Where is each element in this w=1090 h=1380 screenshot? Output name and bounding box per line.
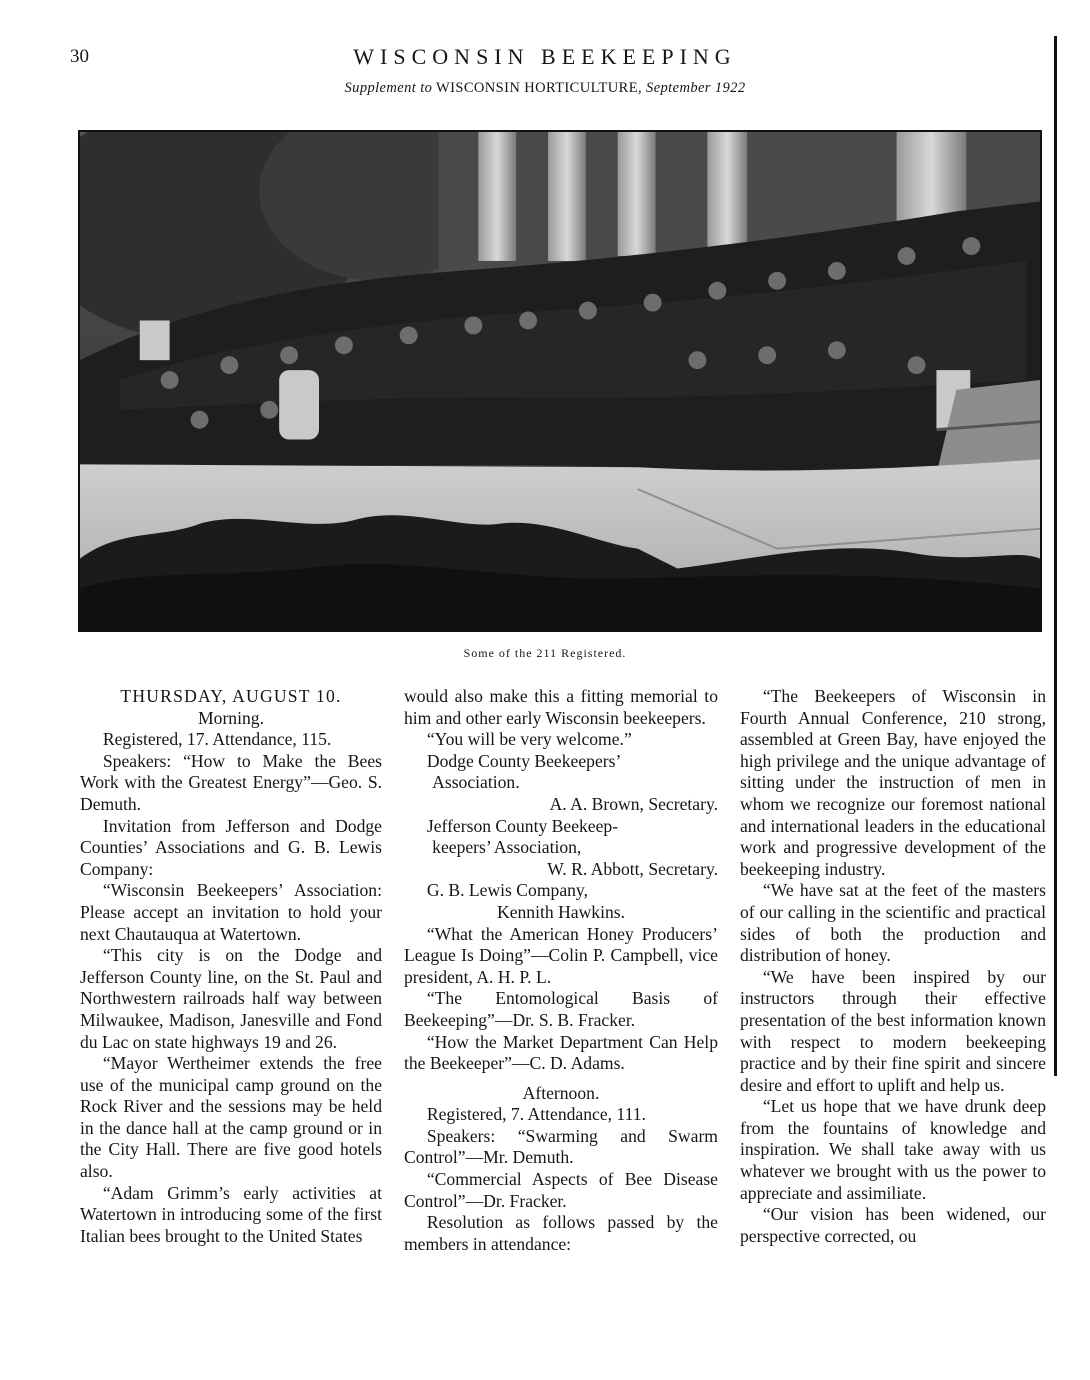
paragraph: “This city is on the Dodge and Jefferson County line, on the St. Paul and Northwestern railroads half way between Milwaukee, Madison, Janesville and Fond du Lac on state highways 19 and 26. — [80, 945, 382, 1052]
signature-line: Jefferson County Beekeep- — [426, 815, 619, 836]
paragraph: Registered, 17. Attendance, 115. — [102, 729, 332, 750]
paragraph: Speakers: “How to Make the Bees Work with the Greatest Energy”—Geo. S. Demuth. — [80, 750, 382, 814]
paragraph: “Adam Grimm’s early activities at Watertown in introducing some of the first Italian bees brought to the United States — [80, 1182, 382, 1246]
signature-person: Kennith Hawkins. — [496, 901, 626, 922]
photo-caption: Some of the 211 Registered. — [463, 646, 627, 660]
paragraph: Registered, 7. Attendance, 111. — [426, 1104, 646, 1125]
paragraph: “How the Market Department Can Help the Beekeeper”—C. D. Adams. — [404, 1031, 718, 1074]
paragraph: “We have been inspired by our instructors through their effective presentation of the best information known with respect to modern beekeeping practice and by their fine spirit and sincere desire and effort to uplift and help us. — [740, 966, 1046, 1095]
paragraph: “Let us hope that we have drunk deep from the fountains of knowledge and inspiration. We shall take away with us whatever we brought with us the power to appreciate and assimiliate. — [740, 1096, 1046, 1203]
signature-line: Association. — [432, 772, 520, 793]
paragraph: Invitation from Jefferson and Dodge Counties’ Associations and G. B. Lewis Company: — [80, 815, 382, 879]
paragraph: “The Beekeepers of Wisconsin in Fourth Annual Conference, 210 strong, assembled at Green Bay, have enjoyed the high privilege and the unique advantage of sitting under the instruction of men in whom we recognize our foremost national and international leaders in the educational work and progressive development of the beekeeping industry. — [740, 686, 1046, 879]
paragraph: Resolution as follows passed by the members in attendance: — [404, 1212, 718, 1254]
running-subtitle — [0, 80, 1090, 97]
paragraph: would also make this a fitting memorial to him and other early Wisconsin beekeepers. — [404, 686, 718, 728]
paragraph: “Wisconsin Beekeepers’ Association: Please accept an invitation to hold your next Chautauqua at Watertown. — [80, 880, 382, 944]
right-margin-rule — [1054, 36, 1057, 1076]
column-2 — [404, 686, 718, 1255]
paragraph: “Mayor Wertheimer extends the free use of the municipal camp ground on the Rock River and the sessions may be held in the dance hall at the camp ground or in the City Hall. There are five good hotels also. — [80, 1053, 382, 1182]
signature-line: G. B. Lewis Company, — [426, 880, 588, 901]
session-morning-heading: Morning. — [198, 707, 264, 728]
paragraph: “The Entomological Basis of Beekeeping”—Dr. S. B. Fracker. — [404, 988, 718, 1030]
signature-line: keepers’ Association, — [432, 837, 582, 858]
paragraph: “You will be very welcome.” — [426, 729, 632, 750]
day-heading: THURSDAY, AUGUST 10. — [120, 686, 342, 706]
paragraph: “Commercial Aspects of Bee Disease Control”—Dr. Fracker. — [404, 1169, 718, 1211]
paragraph: “What the American Honey Producers’ League Is Doing”—Colin P. Campbell, vice president, A. H. P. L. — [404, 923, 718, 987]
page-number: 30 — [70, 46, 89, 67]
column-3 — [740, 686, 1046, 1247]
subtitle-supplement: Supplement to — [344, 80, 433, 96]
signature-secretary: W. R. Abbott, Secretary. — [547, 858, 718, 879]
subtitle-date: September 1922 — [646, 80, 746, 96]
paragraph: Speakers: “Swarming and Swarm Control”—Mr. Demuth. — [404, 1125, 718, 1168]
paragraph: “Our vision has been widened, our perspective corrected, ou — [740, 1204, 1046, 1246]
column-1 — [80, 686, 382, 1247]
group-photograph-illustration — [80, 132, 1040, 630]
running-title: WISCONSIN BEEKEEPING — [353, 44, 737, 69]
signature-line: Dodge County Beekeepers’ — [426, 750, 622, 771]
group-photograph — [78, 130, 1042, 632]
session-afternoon-heading: Afternoon. — [522, 1082, 600, 1103]
subtitle-journal: WISCONSIN HORTICULTURE, — [436, 80, 643, 96]
signature-secretary: A. A. Brown, Secretary. — [549, 793, 718, 814]
paragraph: “We have sat at the feet of the masters of our calling in the scientific and practical sides of both the production and distribution of honey. — [740, 880, 1046, 966]
